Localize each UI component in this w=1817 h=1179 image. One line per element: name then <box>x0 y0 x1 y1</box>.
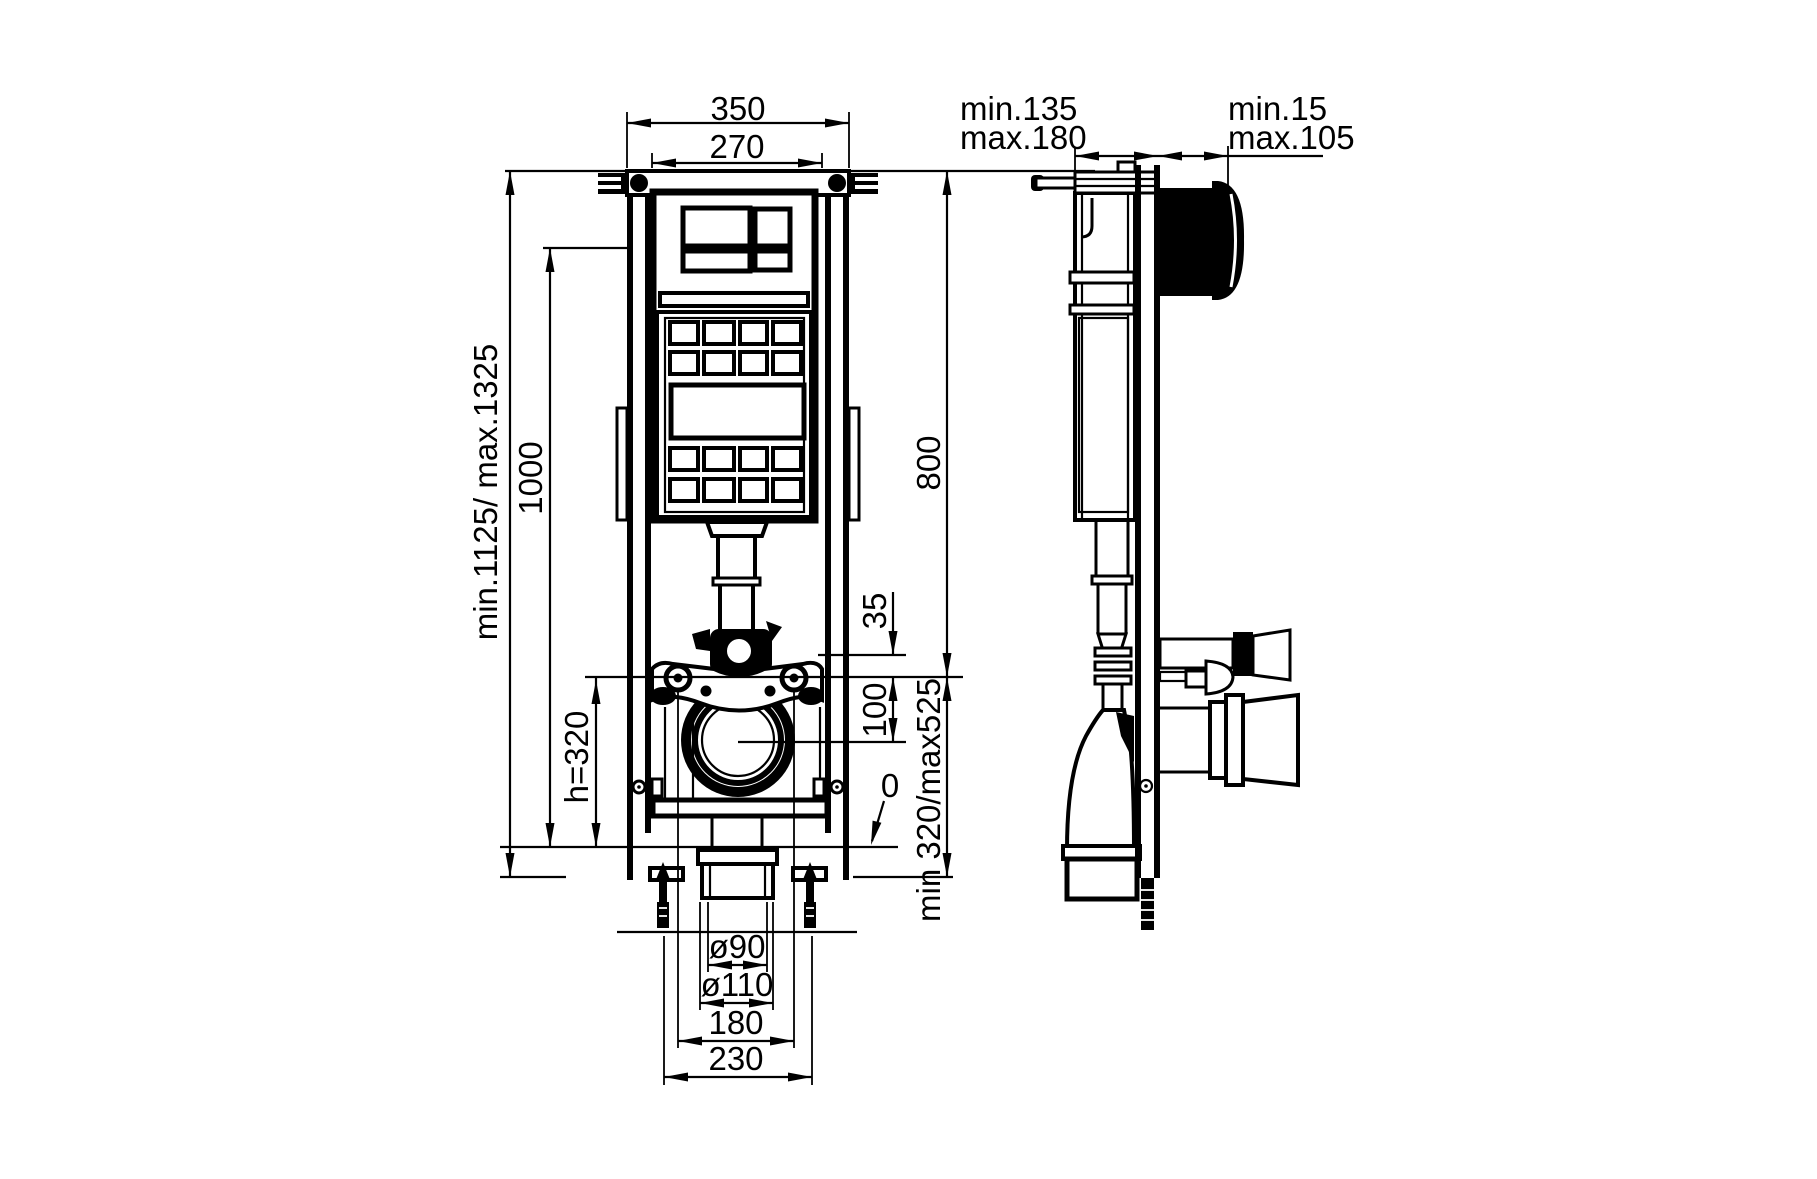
dim-dia110-label: ø110 <box>700 966 774 1003</box>
side-flush-pipe <box>1092 520 1132 710</box>
corner-bolt-right <box>828 174 846 192</box>
dim-depth-min-label: min.135 <box>960 90 1078 127</box>
flush-bend-clamp <box>692 621 782 673</box>
cistern <box>617 192 859 520</box>
outlet-socket <box>698 816 777 898</box>
dim-h320-label: h=320 <box>558 710 595 804</box>
cistern-side-tab-right <box>849 408 859 520</box>
dim-finish-max-label: max.105 <box>1228 119 1355 156</box>
dim-100-label: 100 <box>856 682 893 738</box>
flush-pipe <box>692 522 782 673</box>
side-floor-rod <box>1141 878 1154 930</box>
floor-zero-label: 0 <box>880 767 900 804</box>
water-supply-pipe <box>1036 178 1076 188</box>
dim-outer-width-label: 350 <box>710 90 766 127</box>
dim-180-label: 180 <box>708 1004 764 1041</box>
protection-plate <box>657 312 811 517</box>
dim-finish-min-label: min.15 <box>1228 90 1328 127</box>
front-view <box>598 171 878 928</box>
corner-bolt-left <box>630 174 648 192</box>
side-view <box>1031 162 1298 930</box>
dim-overall-height-label: min.1125/ max.1325 <box>467 343 504 641</box>
bottom-crossbar <box>653 800 827 816</box>
dim-inner-width-label: 270 <box>709 128 765 165</box>
wc-outlet-connector <box>1160 695 1298 785</box>
dim-230-label: 230 <box>708 1040 764 1077</box>
wall-hook-left <box>598 173 627 194</box>
dim-800-label: 800 <box>910 435 947 491</box>
dim-outlet-height-label: min 320/max525 <box>910 678 947 922</box>
foot-right <box>793 862 826 928</box>
dim-1000-label: 1000 <box>512 441 549 515</box>
dim-depth-max-label: max.180 <box>960 119 1087 156</box>
cistern-lid-band <box>660 293 808 306</box>
flush-plate-window <box>683 208 790 271</box>
dim-35-label: 35 <box>856 592 893 630</box>
flush-plate-protection-box <box>1160 181 1244 300</box>
dim-dia90-label: ø90 <box>708 928 766 965</box>
cistern-side-tab-left <box>617 408 627 520</box>
wall-hook-right <box>849 173 878 194</box>
side-cistern-tank <box>1070 193 1135 520</box>
